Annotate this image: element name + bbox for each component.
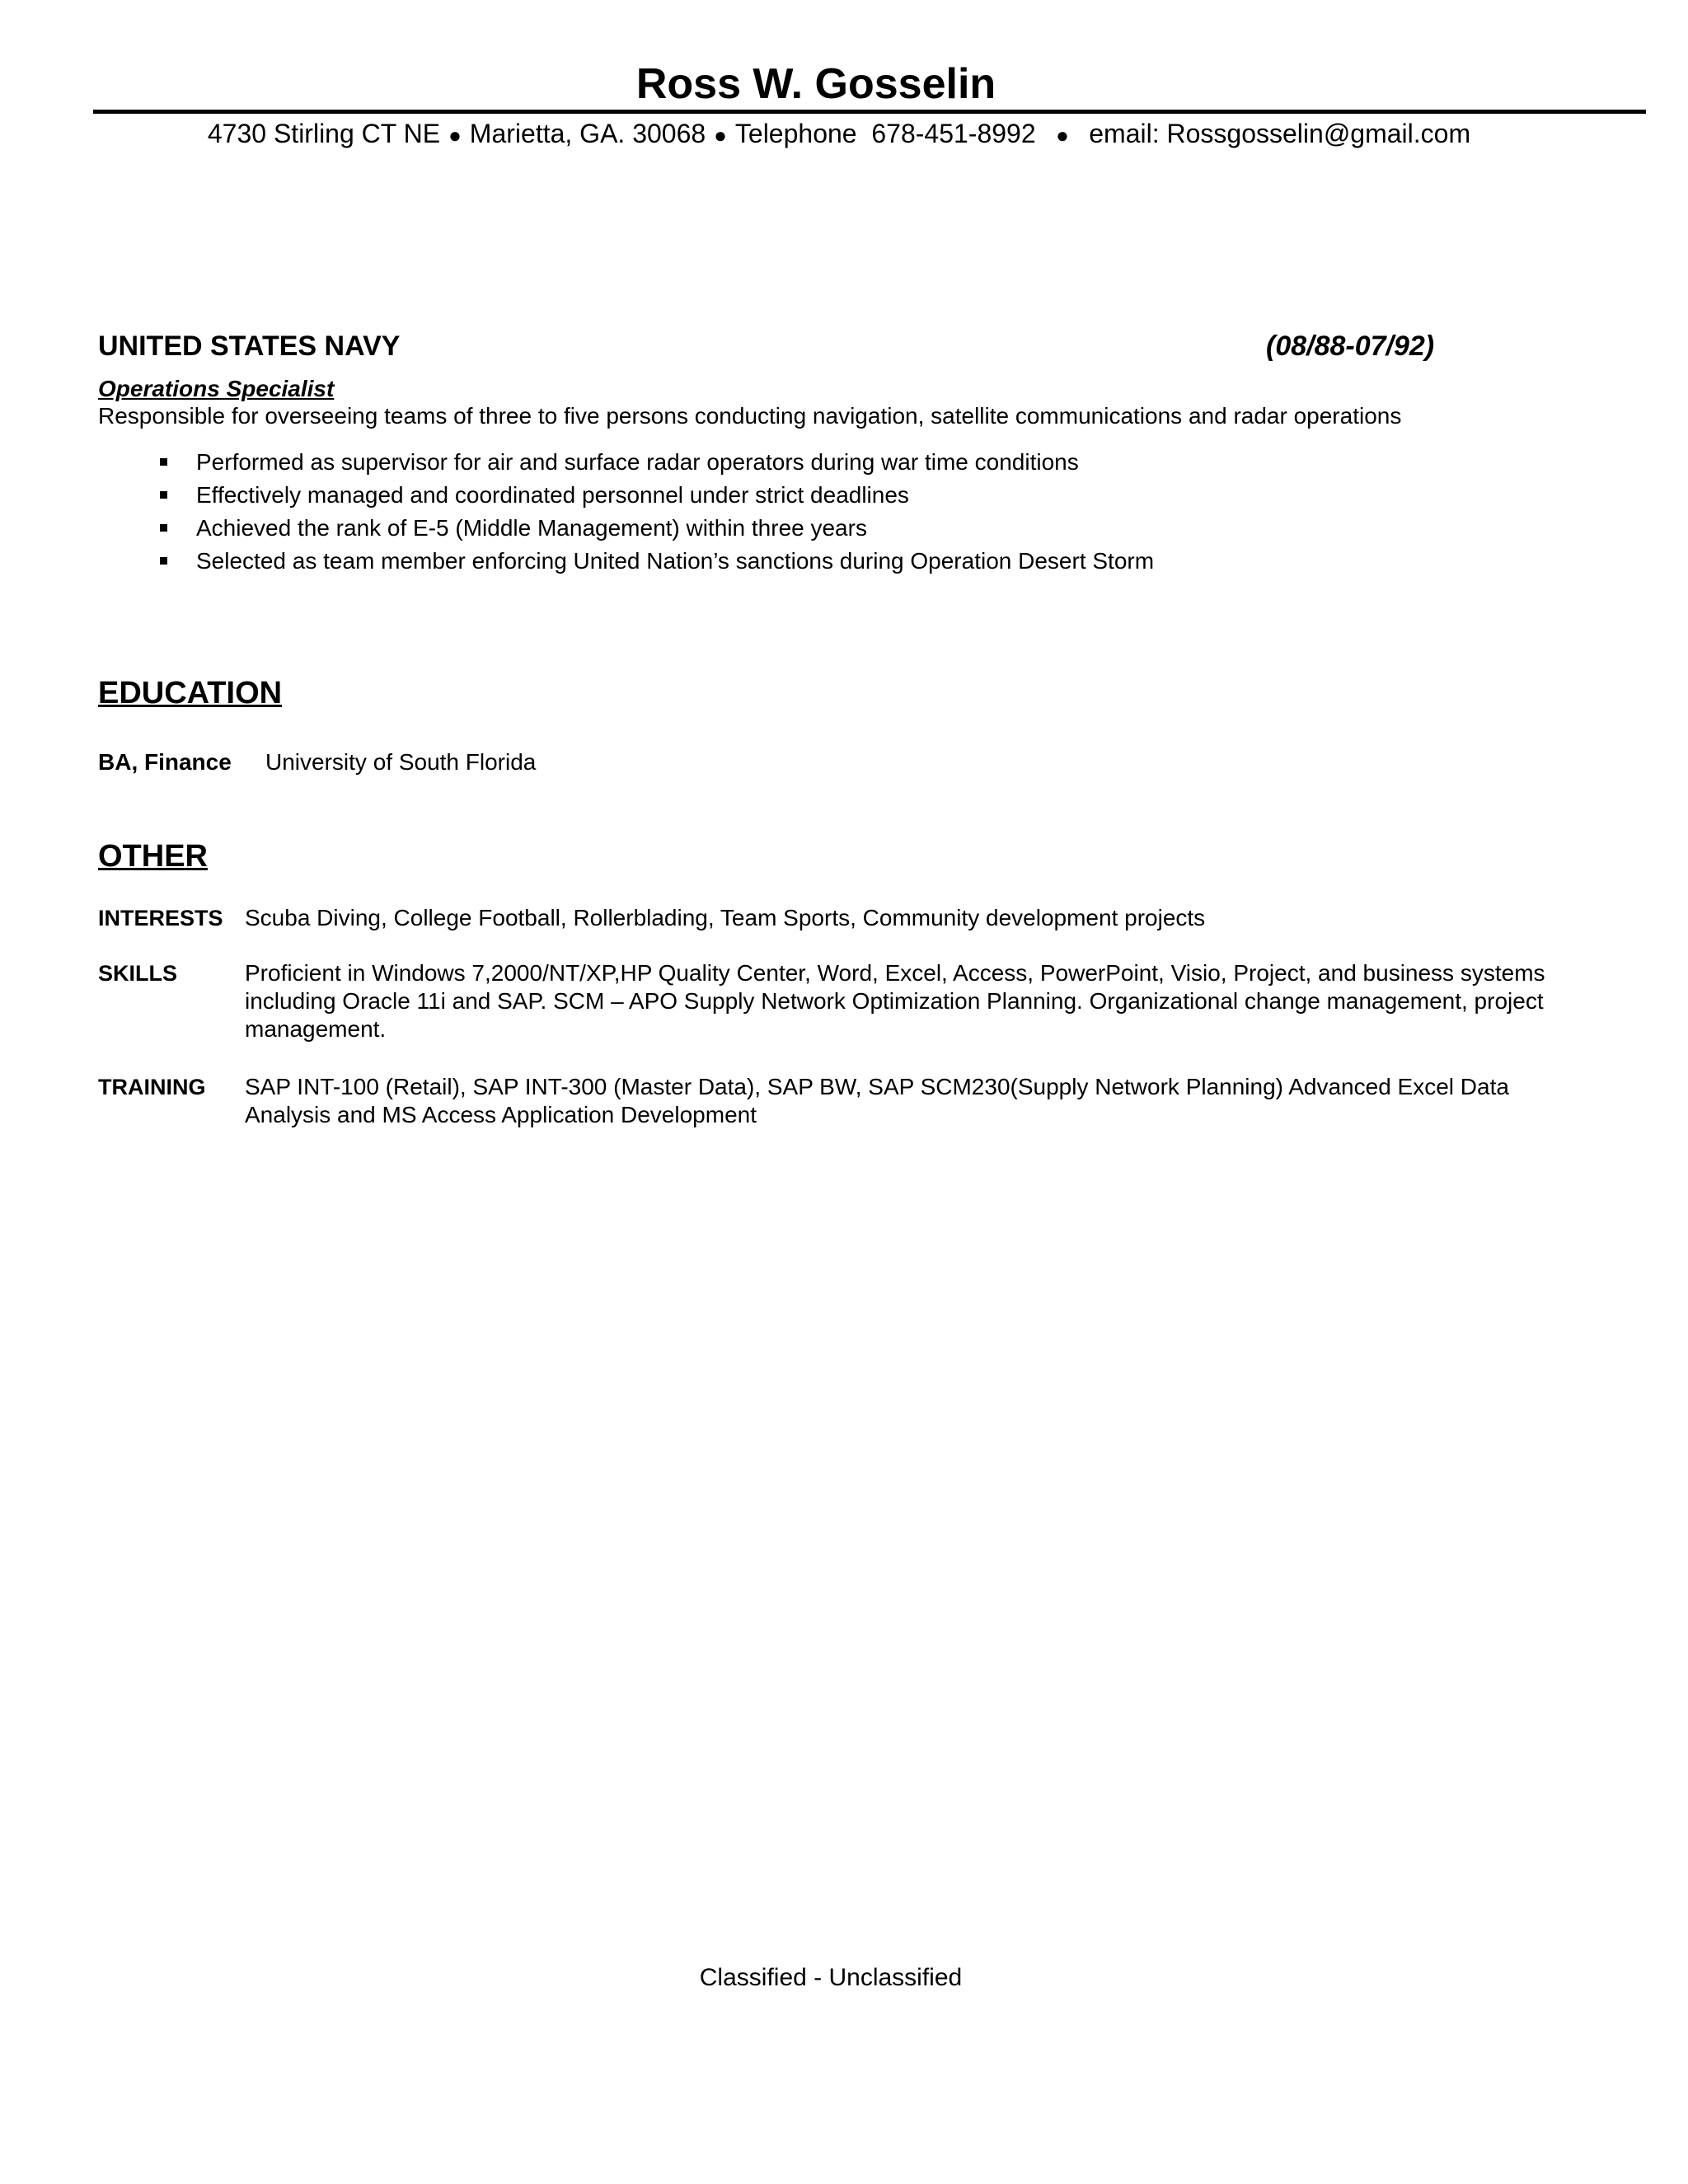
education-school: University of South Florida xyxy=(265,749,537,775)
skills-label: SKILLS xyxy=(98,961,178,986)
bullet-separator-icon: ● xyxy=(714,123,727,148)
training-text: SAP INT-100 (Retail), SAP INT-300 (Master Data), SAP BW, SAP SCM230(Supply Network Planning) Advanced Excel Data Analysis and MS Access Application Development xyxy=(245,1074,1509,1127)
classification-footer: Classified - Unclassified xyxy=(699,1964,963,1991)
education-degree: BA, Finance xyxy=(98,749,232,775)
candidate-name: Ross W. Gosselin xyxy=(635,60,996,108)
square-bullet-icon xyxy=(160,524,167,532)
bullet-text: Selected as team member enforcing United Nation’s sanctions during Operation Desert Storm xyxy=(196,548,1155,574)
experience-bullet-list xyxy=(157,446,1154,578)
employer-name: UNITED STATES NAVY xyxy=(98,330,401,362)
skills-text: Proficient in Windows 7,2000/NT/XP,HP Quality Center, Word, Excel, Access, PowerPoint, Visio, Project, and business systems including Oracle 11i and SAP. SCM – APO Supply Network Optimization Planning. Organizational change management, project management. xyxy=(245,960,1545,1042)
list-item xyxy=(157,479,1154,512)
contact-city: Marietta, GA. 30068 xyxy=(469,119,706,148)
contact-line xyxy=(0,117,1678,152)
job-role: Operations Specialist xyxy=(98,376,335,401)
square-bullet-icon xyxy=(160,557,167,565)
square-bullet-icon xyxy=(160,491,167,499)
training-label: TRAINING xyxy=(98,1075,206,1099)
contact-email: email: Rossgosselin@gmail.com xyxy=(1089,119,1471,148)
square-bullet-icon xyxy=(160,458,167,466)
education-heading: EDUCATION xyxy=(98,676,283,710)
bullet-separator-icon: ● xyxy=(448,123,462,148)
other-heading: OTHER xyxy=(98,839,208,874)
interests-label: INTERESTS xyxy=(98,906,223,930)
contact-address: 4730 Stirling CT NE xyxy=(207,119,441,148)
list-item xyxy=(157,545,1154,578)
interests-text: Scuba Diving, College Football, Rollerblading, Team Sports, Community development projects xyxy=(245,905,1206,930)
header-divider xyxy=(93,110,1646,114)
bullet-text: Performed as supervisor for air and surface radar operators during war time conditions xyxy=(196,449,1079,475)
bullet-separator-icon: ● xyxy=(1043,123,1081,148)
list-item xyxy=(157,446,1154,479)
job-description: Responsible for overseeing teams of three to five persons conducting navigation, satellite communications and radar operations xyxy=(98,403,1402,429)
bullet-text: Effectively managed and coordinated personnel under strict deadlines xyxy=(196,482,909,508)
contact-telephone: Telephone 678-451-8992 xyxy=(734,119,1036,148)
employment-dates: (08/88-07/92) xyxy=(1266,330,1435,362)
bullet-text: Achieved the rank of E-5 (Middle Management) within three years xyxy=(196,515,867,541)
list-item xyxy=(157,512,1154,545)
